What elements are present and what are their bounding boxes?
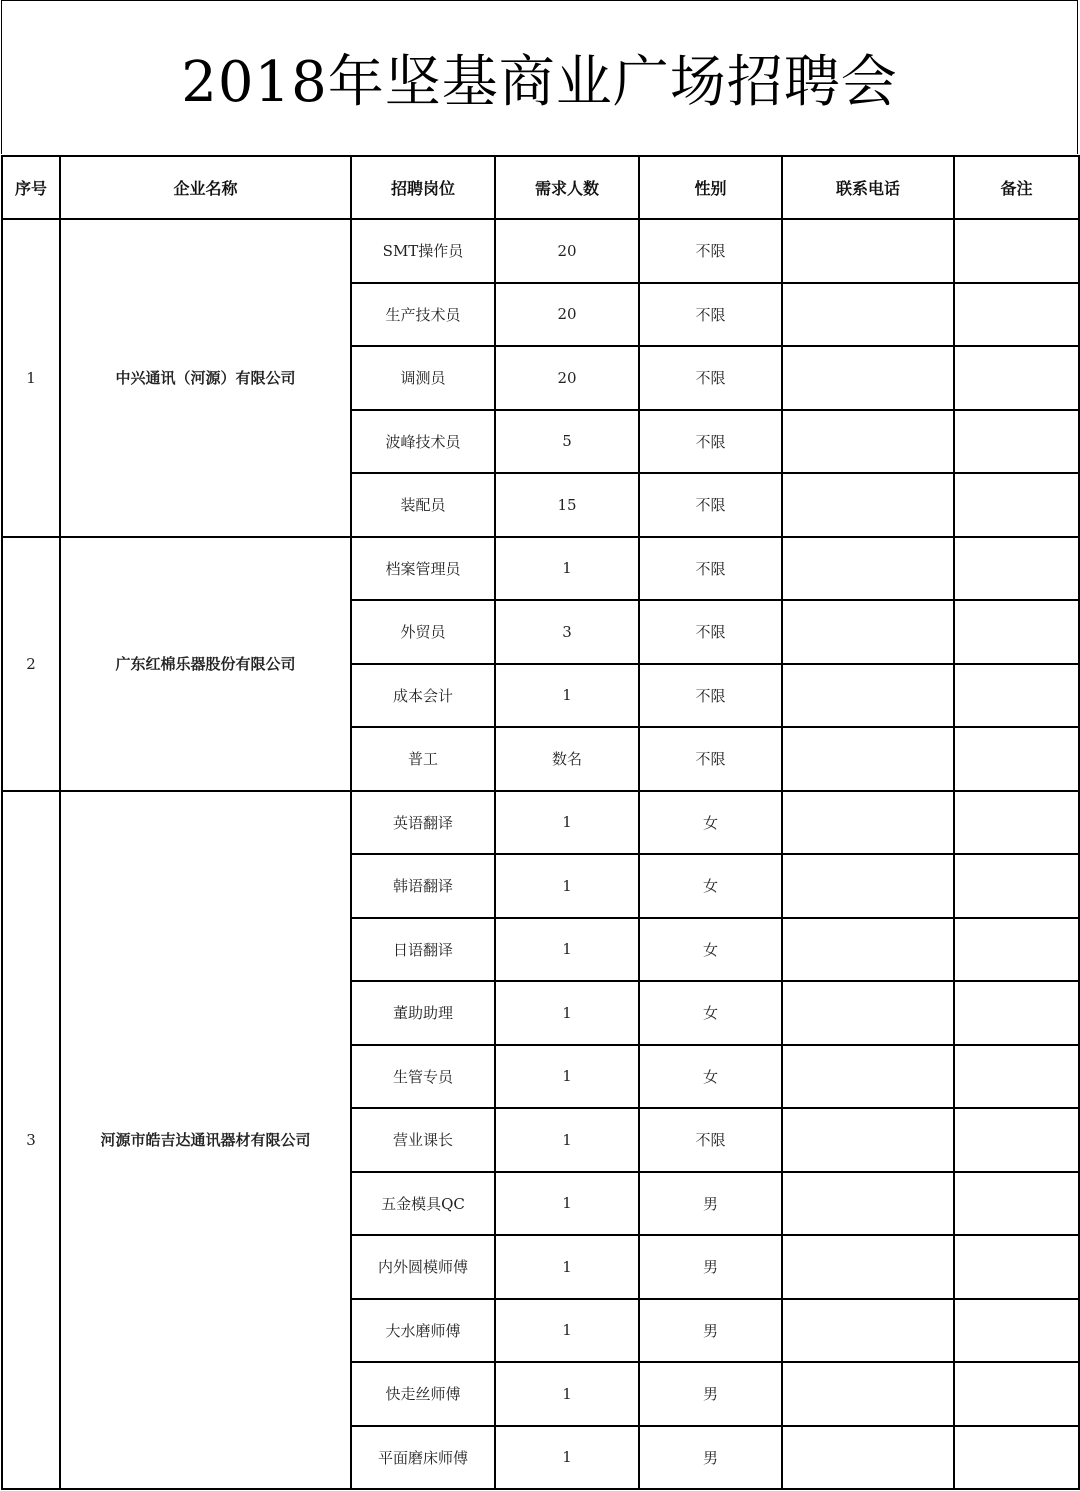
job-position: 董助助理	[351, 981, 495, 1045]
job-count: 1	[495, 1426, 639, 1490]
job-position: 档案管理员	[351, 537, 495, 601]
job-phone	[782, 1172, 954, 1236]
job-phone	[782, 1045, 954, 1109]
header-phone: 联系电话	[782, 156, 954, 219]
company-name: 广东红棉乐器股份有限公司	[60, 537, 351, 791]
job-count: 1	[495, 918, 639, 982]
job-remark	[954, 1045, 1079, 1109]
job-remark	[954, 981, 1079, 1045]
job-remark	[954, 664, 1079, 728]
job-gender: 女	[639, 854, 782, 918]
job-gender: 不限	[639, 219, 782, 283]
job-phone	[782, 600, 954, 664]
job-remark	[954, 1362, 1079, 1426]
job-phone	[782, 410, 954, 474]
job-gender: 男	[639, 1426, 782, 1490]
job-position: 调测员	[351, 346, 495, 410]
header-company: 企业名称	[60, 156, 351, 219]
job-phone	[782, 791, 954, 855]
table-row	[2, 791, 1079, 855]
job-count: 数名	[495, 727, 639, 791]
job-phone	[782, 283, 954, 347]
page-title: 2018年坚基商业广场招聘会	[181, 49, 898, 115]
job-gender: 不限	[639, 473, 782, 537]
company-name: 河源市皓吉达通讯器材有限公司	[60, 791, 351, 1490]
job-gender: 女	[639, 791, 782, 855]
job-remark	[954, 410, 1079, 474]
job-count: 1	[495, 1108, 639, 1172]
job-gender: 男	[639, 1235, 782, 1299]
header-gender: 性别	[639, 156, 782, 219]
job-phone	[782, 1235, 954, 1299]
job-count: 1	[495, 537, 639, 601]
job-count: 1	[495, 791, 639, 855]
job-phone	[782, 219, 954, 283]
job-gender: 不限	[639, 1108, 782, 1172]
job-position: 平面磨床师傅	[351, 1426, 495, 1490]
job-position: 装配员	[351, 473, 495, 537]
job-remark	[954, 600, 1079, 664]
job-remark	[954, 1108, 1079, 1172]
table-row	[2, 219, 1079, 283]
header-position: 招聘岗位	[351, 156, 495, 219]
job-position: 生产技术员	[351, 283, 495, 347]
job-phone	[782, 1299, 954, 1363]
job-phone	[782, 473, 954, 537]
job-position: 大水磨师傅	[351, 1299, 495, 1363]
job-count: 1	[495, 1045, 639, 1109]
job-phone	[782, 918, 954, 982]
job-position: 外贸员	[351, 600, 495, 664]
job-remark	[954, 537, 1079, 601]
job-gender: 不限	[639, 664, 782, 728]
job-position: 营业课长	[351, 1108, 495, 1172]
job-position: SMT操作员	[351, 219, 495, 283]
job-gender: 男	[639, 1299, 782, 1363]
job-remark	[954, 791, 1079, 855]
job-remark	[954, 1426, 1079, 1490]
job-phone	[782, 1362, 954, 1426]
job-position: 生管专员	[351, 1045, 495, 1109]
company-seq: 1	[2, 219, 60, 537]
job-remark	[954, 219, 1079, 283]
recruitment-table	[1, 155, 1080, 1490]
job-count: 20	[495, 283, 639, 347]
job-position: 快走丝师傅	[351, 1362, 495, 1426]
job-remark	[954, 283, 1079, 347]
job-gender: 不限	[639, 727, 782, 791]
job-gender: 不限	[639, 283, 782, 347]
job-phone	[782, 1108, 954, 1172]
job-gender: 不限	[639, 537, 782, 601]
company-name: 中兴通讯（河源）有限公司	[60, 219, 351, 537]
header-seq: 序号	[2, 156, 60, 219]
job-phone	[782, 346, 954, 410]
job-phone	[782, 854, 954, 918]
job-phone	[782, 664, 954, 728]
job-count: 1	[495, 1299, 639, 1363]
job-position: 成本会计	[351, 664, 495, 728]
job-position: 五金模具QC	[351, 1172, 495, 1236]
job-remark	[954, 918, 1079, 982]
job-remark	[954, 1299, 1079, 1363]
job-gender: 男	[639, 1362, 782, 1426]
job-position: 内外圆模师傅	[351, 1235, 495, 1299]
job-position: 英语翻译	[351, 791, 495, 855]
job-remark	[954, 727, 1079, 791]
job-count: 5	[495, 410, 639, 474]
title-banner	[1, 0, 1078, 154]
job-gender: 不限	[639, 600, 782, 664]
job-remark	[954, 1235, 1079, 1299]
job-count: 1	[495, 981, 639, 1045]
header-count: 需求人数	[495, 156, 639, 219]
table-row	[2, 537, 1079, 601]
company-seq: 2	[2, 537, 60, 791]
job-position: 普工	[351, 727, 495, 791]
job-gender: 不限	[639, 346, 782, 410]
job-remark	[954, 473, 1079, 537]
job-gender: 不限	[639, 410, 782, 474]
job-gender: 女	[639, 1045, 782, 1109]
job-count: 1	[495, 1235, 639, 1299]
company-seq: 3	[2, 791, 60, 1490]
job-gender: 女	[639, 918, 782, 982]
job-phone	[782, 1426, 954, 1490]
job-phone	[782, 727, 954, 791]
job-remark	[954, 1172, 1079, 1236]
job-count: 15	[495, 473, 639, 537]
job-position: 波峰技术员	[351, 410, 495, 474]
job-position: 日语翻译	[351, 918, 495, 982]
job-count: 20	[495, 346, 639, 410]
job-count: 1	[495, 664, 639, 728]
job-count: 1	[495, 854, 639, 918]
job-phone	[782, 981, 954, 1045]
job-count: 1	[495, 1172, 639, 1236]
table-body	[2, 219, 1079, 1489]
job-remark	[954, 854, 1079, 918]
job-count: 20	[495, 219, 639, 283]
job-gender: 女	[639, 981, 782, 1045]
job-gender: 男	[639, 1172, 782, 1236]
job-phone	[782, 537, 954, 601]
header-row	[2, 156, 1079, 219]
job-count: 3	[495, 600, 639, 664]
job-count: 1	[495, 1362, 639, 1426]
header-remark: 备注	[954, 156, 1079, 219]
job-remark	[954, 346, 1079, 410]
job-position: 韩语翻译	[351, 854, 495, 918]
